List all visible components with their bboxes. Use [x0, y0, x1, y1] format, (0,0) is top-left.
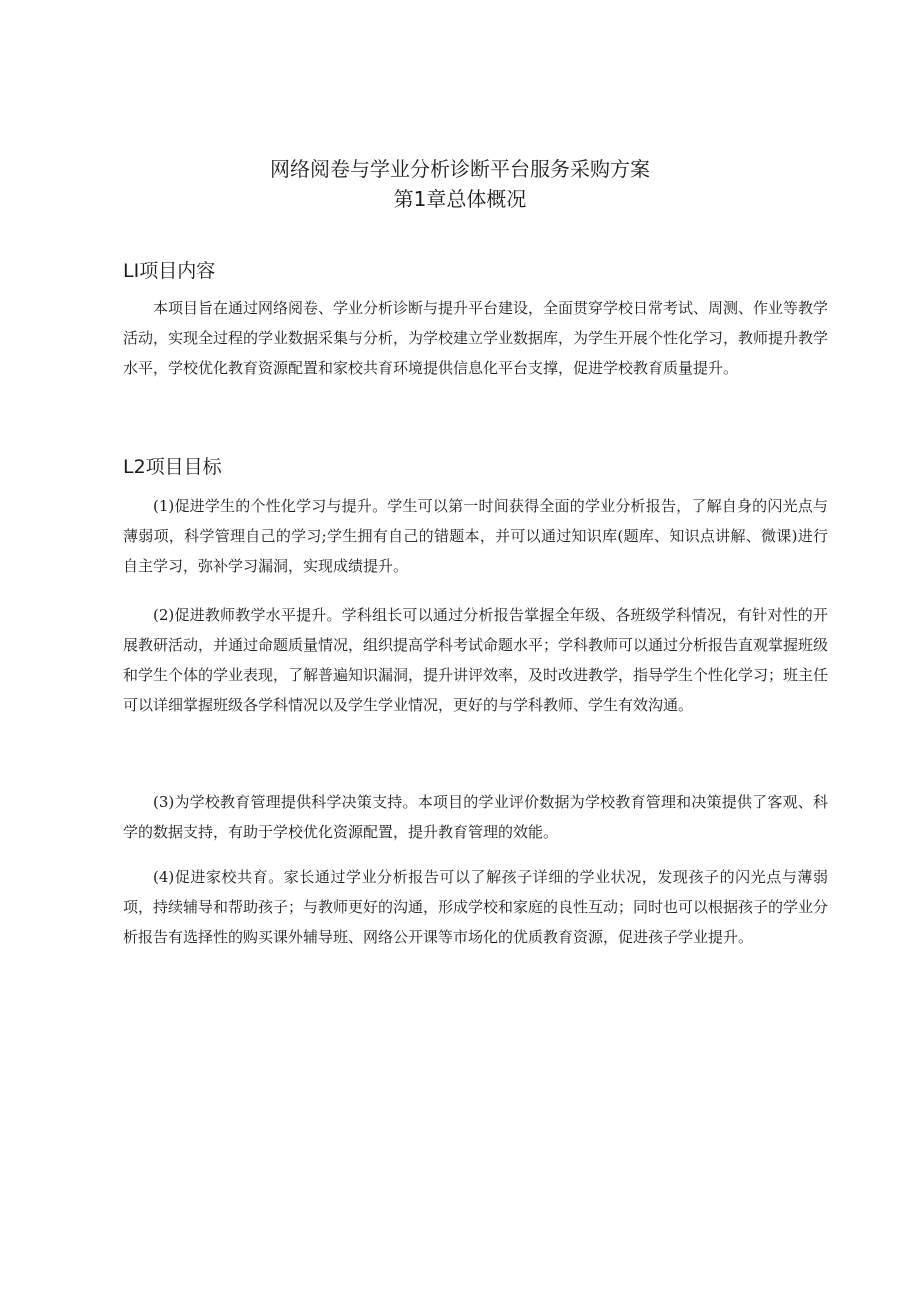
paragraph-project-content: 本项目旨在通过网络阅卷、学业分析诊断与提升平台建设，全面贯穿学校日常考试、周测、作业等教学活动，实现全过程的学业数据采集与分析，为学校建立学业数据库，为学生开展个性化学习，教师提升教学水平，学校优化教育资源配置和家校共育环境提供信息化平台支撑，促进学校教育质量提升。 [123, 299, 829, 377]
document-title: 网络阅卷与学业分析诊断平台服务采购方案 [270, 157, 650, 181]
paragraph-goal-4: (4)促进家校共育。家长通过学业分析报告可以了解孩子详细的学业状况，发现孩子的闪光点与薄弱项，持续辅导和帮助孩子；与教师更好的沟通，形成学校和家庭的良性互动；同时也可以根据孩子的学业分析报告有选择性的购买课外辅导班、网络公开课等市场化的优质教育资源，促进孩子学业提升。 [123, 868, 829, 946]
section-heading-project-goals: L2项目目标 [123, 456, 222, 478]
chapter-title: 第1章总体概况 [393, 187, 527, 211]
section-heading-project-content: LI项目内容 [123, 260, 216, 282]
paragraph-goal-2: (2)促进教师教学水平提升。学科组长可以通过分析报告掌握全年级、各班级学科情况，有针对性的开展教研活动，并通过命题质量情况，组织提高学科考试命题水平；学科教师可以通过分析报告直观掌握班级和学生个体的学业表现，了解普遍知识漏洞，提升讲评效率，及时改进教学，指导学生个性化学习；班主任可以详细掌握班级各学科情况以及学生学业情况，更好的与学科教师、学生有效沟通。 [123, 606, 829, 714]
paragraph-goal-1: (1)促进学生的个性化学习与提升。学生可以第一时间获得全面的学业分析报告，了解自身的闪光点与薄弱项，科学管理自己的学习;学生拥有自己的错题本，并可以通过知识库(题库、知识点讲解、微课)进行自主学习，弥补学习漏洞，实现成绩提升。 [123, 497, 828, 575]
paragraph-goal-3: (3)为学校教育管理提供科学决策支持。本项目的学业评价数据为学校教育管理和决策提供了客观、科学的数据支持，有助于学校优化资源配置，提升教育管理的效能。 [123, 793, 828, 841]
